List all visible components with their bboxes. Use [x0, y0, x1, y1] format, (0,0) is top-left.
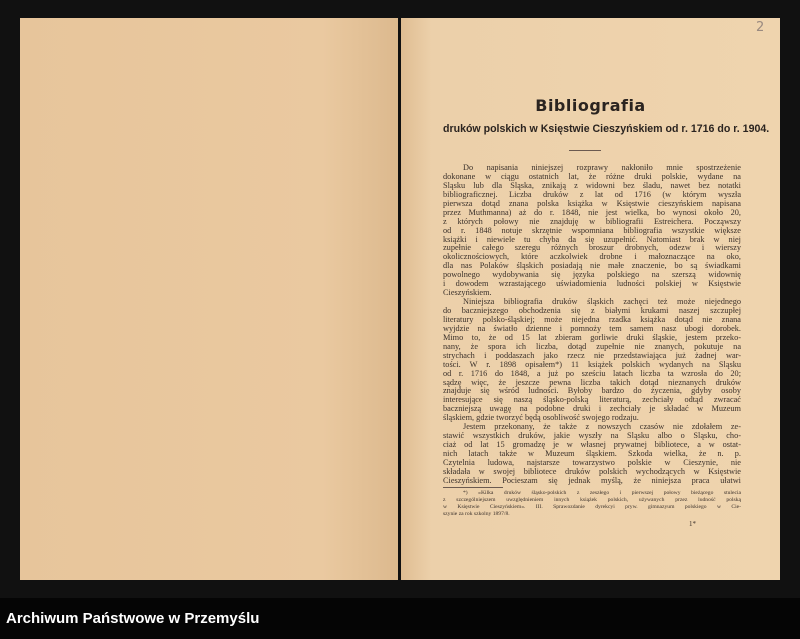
- text-line: nich latach także w Muzeum śląskiem. Szkoda wielka, że n. p.: [443, 450, 741, 458]
- signature-mark: 1*: [689, 520, 696, 528]
- text-line: Cieszyńskiem. Pocieszam się jednak myślą, że niniejsza praca ułatwi: [443, 476, 741, 485]
- text-line: ciaż od lat 15 gromadzę je w własnej prywatnej bibliotece, a w ostat-: [443, 441, 741, 450]
- text-line: tości. W r. 1898 opisałem*) 11 książek polskich wydanych na Śląsku: [443, 360, 741, 369]
- text-line: sądzę więc, że jeszcze pewna liczba takich dotąd nieznanych druków: [443, 378, 741, 387]
- archive-footer-bar: [0, 598, 800, 639]
- title-divider: [569, 150, 601, 151]
- text-line: interesujące się naszą śląsko-polską literaturą, zechciały odtąd zwracać: [443, 396, 741, 405]
- footnote-line: z szczególniejszem uwzględnieniem innych książek polskich, używanych przez ludność polską: [443, 496, 741, 503]
- footnote: [443, 490, 741, 518]
- footnote-line: *) »Kilka druków śląsko-polskich z zeszłego i pierwszej połowy bieżącego stulecia: [463, 490, 741, 496]
- text-line: nany, że spora ich liczba, dotąd zupełnie nie znanych, pokutuje na: [443, 342, 741, 351]
- text-line: strychach i poddaszach jako rzecz nie przedstawiająca już żadnej war-: [443, 351, 741, 360]
- text-line: zupełnie całego szeregu różnych broszur drobnych, odezw i wierszy: [443, 244, 741, 253]
- page-title: Bibliografia: [535, 96, 646, 115]
- footnote-line: w Księstwie Cieszyńskiem«. III. Sprawozdanie dyrekcyi pryw. gimnazyum polskiego w Cie-: [443, 503, 741, 510]
- text-line: znajduje się wśród ludności. Byłoby bardzo do życzenia, gdyby osoby: [443, 387, 741, 396]
- text-line: Do napisania niniejszej rozprawy nakłoniło mnie spostrzeżenie: [463, 164, 741, 172]
- page-subtitle: druków polskich w Księstwie Cieszyńskiem od r. 1716 do r. 1904.: [443, 123, 770, 135]
- text-line: Mimo to, że od 15 lat zbieram gorliwie druki śląskie, jestem przeko-: [443, 333, 741, 342]
- text-line: okolicznościowych, które aczkolwiek drobne i małoznaczące na oko,: [443, 253, 741, 262]
- text-line: powolnego wydobywania się języka polskiego na szerszą widownię: [443, 271, 741, 280]
- text-line: pierwsza dotąd znana polska książka w Księstwie cieszyńskiem napisana: [443, 199, 741, 208]
- text-line: od r. 1716 do 1848, a już po sześciu latach liczba ta wzrosła do 20;: [443, 369, 741, 378]
- text-line: przez Muthmanna) aż do r. 1848, nie jest wielka, bo wynosi około 20,: [443, 208, 741, 217]
- text-line: książki i niewiele tu chyba da się uzupełnić. Natomiast brak w niej: [443, 235, 741, 244]
- body-text: [443, 164, 741, 486]
- footnote-rule: [443, 487, 503, 488]
- left-page-blank: [20, 18, 398, 580]
- text-line: literatury polsko-śląskiej; może niejedna rzadka książka dotąd nie znana: [443, 315, 741, 324]
- text-line: Niniejsza bibliografia druków śląskich zachęci też może niejednego: [463, 298, 741, 307]
- text-line: Czytelnia ludowa, najstarsze towarzystwo polskie w Cieszynie, nie: [443, 458, 741, 467]
- archive-name: Archiwum Państwowe w Przemyślu: [6, 610, 260, 627]
- text-line: i dowodem wzrastającego uświadomienia ludności polskiej w Księstwie: [443, 280, 741, 289]
- text-line: Cieszyńskiem.: [443, 289, 492, 298]
- text-line: Jestem przekonany, że także z nowszych czasów nie zdołałem ze-: [463, 423, 741, 432]
- text-line: do baczniejszego obchodzenia się z białymi krukami naszej szczupłej: [443, 307, 741, 315]
- pencil-page-number: 2: [756, 20, 765, 35]
- text-line: Śląsku lub dla Śląska, znikają z widowni bez śladu, nawet bez notatki: [443, 181, 741, 190]
- text-line: bibliograficznej. Liczba druków z lat od 1716 (w którym wyszła: [443, 190, 741, 199]
- text-line: z których połowy nie znajduję w bibliografii Estreichera. Począwszy: [443, 217, 741, 226]
- text-line: stawić wszystkich druków, jakie wyszły na Śląsku albo o Śląsku, cho-: [443, 432, 741, 441]
- text-line: dla nas Polaków śląskich posiadają nie małe znaczenie, bo są świadkami: [443, 262, 741, 271]
- text-line: dokonane w ciągu ostatnich lat, że różne druki polskie, wydane na: [443, 172, 741, 181]
- right-page: [401, 18, 780, 580]
- text-line: od r. 1848 notuje skrzętnie wspomniana bibliografia wszystkie większe: [443, 226, 741, 235]
- text-line: śląskiem, gdzie tworzyć będą osobliwość swojego rodzaju.: [443, 414, 639, 423]
- text-line: baczniejszą uwagę na podobne druki i zechciały je składać w Muzeum: [443, 405, 741, 414]
- text-line: wyjdzie na światło dzienne i pomnoży tem samem nasz ubogi dorobek.: [443, 324, 741, 333]
- text-line: składała w swojej bibliotece druków polskich wychodzących w Księstwie: [443, 467, 741, 476]
- footnote-line: szynie za rok szkolny 1897/8.: [443, 510, 510, 517]
